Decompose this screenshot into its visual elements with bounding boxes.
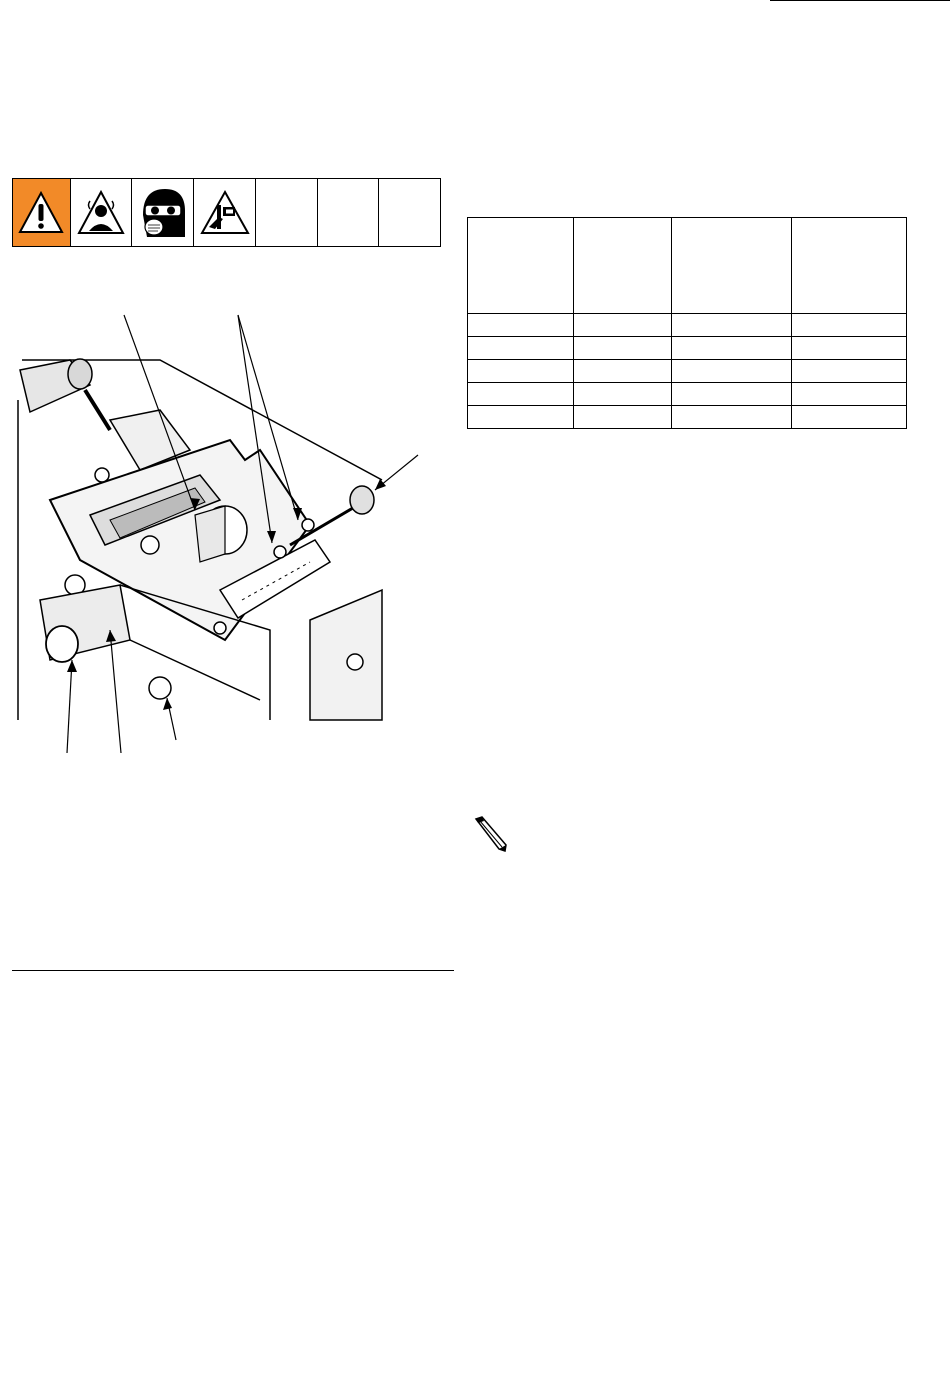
section-divider	[12, 970, 454, 971]
warning-blank-cell	[317, 179, 379, 246]
table-cell	[671, 337, 792, 360]
table-header-cell	[792, 218, 907, 314]
proportioner-pump-assembly-illustration	[10, 300, 430, 760]
table-cell	[573, 360, 671, 383]
exclamation-warning-icon	[13, 179, 70, 246]
table-cell	[792, 314, 907, 337]
table-cell	[792, 337, 907, 360]
table-cell	[671, 383, 792, 406]
table-cell	[671, 314, 792, 337]
table-cell	[792, 383, 907, 406]
table-row	[468, 383, 907, 406]
table-row	[468, 337, 907, 360]
warning-blank-cell	[378, 179, 440, 246]
table-row	[468, 406, 907, 429]
table-cell	[573, 383, 671, 406]
toxic-fumes-respirator-icon	[70, 179, 132, 246]
table-cell	[468, 406, 574, 429]
table-header-row	[468, 218, 907, 314]
table-cell	[468, 337, 574, 360]
table-header-cell	[573, 218, 671, 314]
pencil-note-icon	[472, 815, 508, 853]
table-cell	[671, 360, 792, 383]
table-cell	[573, 406, 671, 429]
table-cell	[792, 406, 907, 429]
specification-table	[467, 217, 907, 429]
table-cell	[792, 360, 907, 383]
warning-symbol-strip	[12, 178, 441, 247]
safety-glasses-gloves-icon	[131, 179, 193, 246]
table-header-cell	[468, 218, 574, 314]
table-row	[468, 314, 907, 337]
table-cell	[671, 406, 792, 429]
table-header-cell	[671, 218, 792, 314]
table-row	[468, 360, 907, 383]
table-cell	[468, 383, 574, 406]
table-cell	[468, 314, 574, 337]
warning-blank-cell	[255, 179, 317, 246]
header-rule	[770, 0, 950, 1]
table-cell	[468, 360, 574, 383]
table-cell	[573, 337, 671, 360]
moving-parts-hand-pinch-icon	[193, 179, 255, 246]
table-cell	[573, 314, 671, 337]
